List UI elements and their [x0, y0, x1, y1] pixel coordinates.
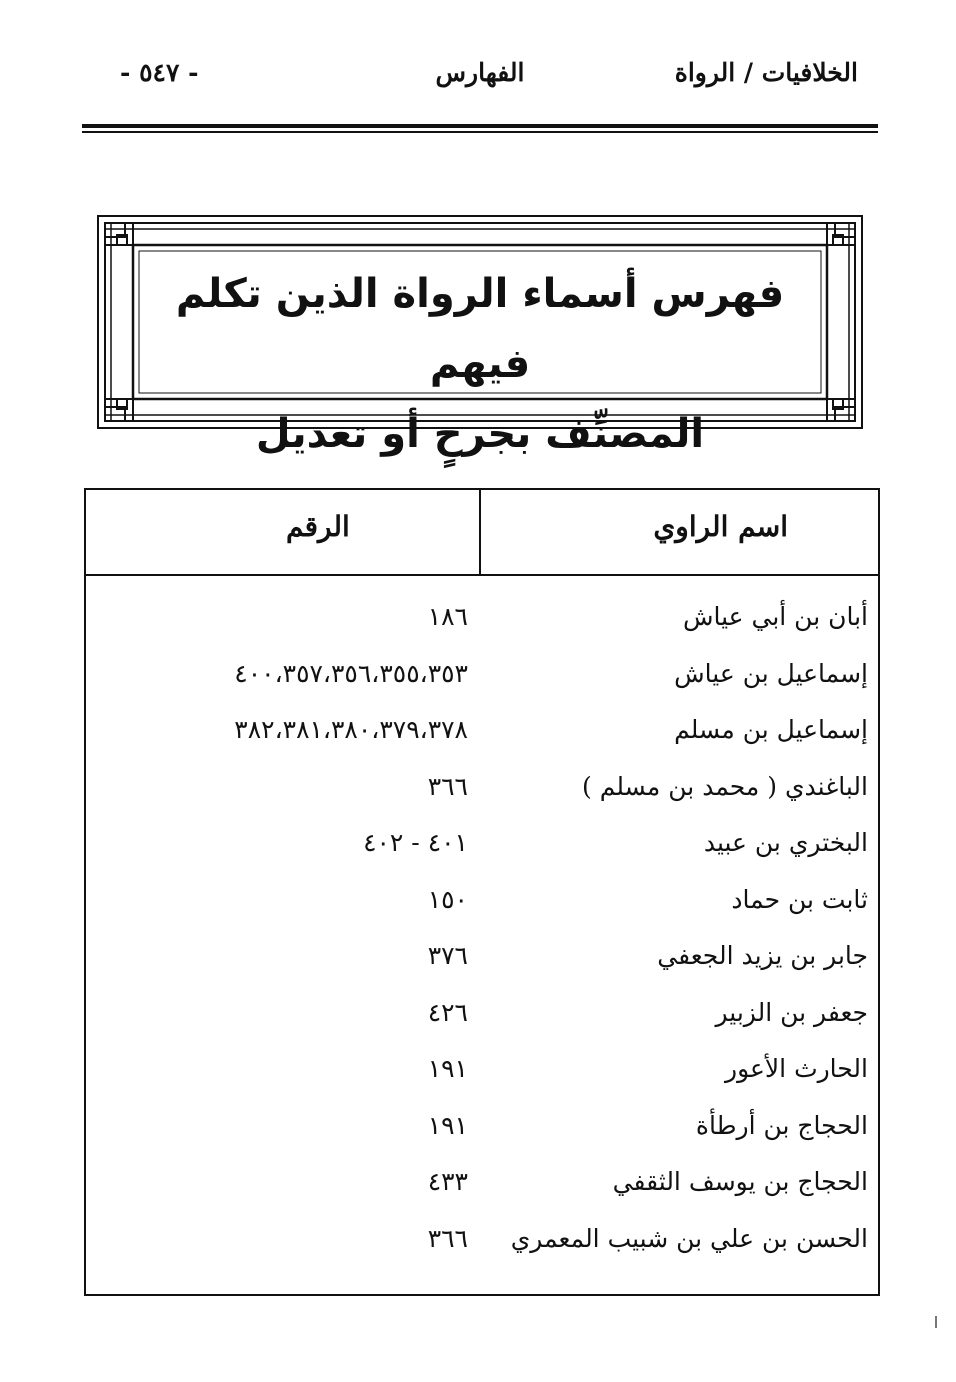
table-body: [86, 602, 878, 1280]
reference-numbers: ١٥٠: [427, 884, 468, 914]
reference-numbers: ٣٦٦: [427, 1223, 468, 1253]
header-separator: [86, 574, 878, 576]
header-rule-thick: [82, 124, 878, 128]
reference-numbers: ٣٧٦: [427, 941, 468, 970]
reference-numbers: ٤٢٦: [427, 997, 468, 1027]
table-row: [86, 1167, 878, 1224]
narrators-index-table: [84, 488, 880, 1296]
reference-numbers: ١٩١: [427, 1110, 468, 1140]
header-index-title: الفهارس: [435, 58, 525, 87]
scan-margin-mark: [935, 1316, 937, 1328]
header-section-title: الخلافيات / الرواة: [674, 58, 858, 87]
narrator-name: جعفر بن الزبير: [715, 997, 868, 1027]
reference-numbers: ٤٣٣: [427, 1167, 468, 1196]
narrator-name: إسماعيل بن مسلم: [674, 715, 868, 744]
table-row: [86, 885, 878, 942]
narrator-name: الحجاج بن يوسف الثقفي: [612, 1167, 868, 1196]
reference-numbers: ٤٠١ - ٤٠٢: [363, 828, 468, 857]
narrator-name: أبان بن أبي عياش: [682, 602, 868, 631]
running-header: [82, 52, 878, 96]
table-row: [86, 1054, 878, 1111]
page-number: - ٥٤٧ -: [120, 58, 199, 87]
narrator-name: الحارث الأعور: [725, 1054, 868, 1083]
table-row: [86, 1224, 878, 1281]
reference-numbers: ٣٦٦: [427, 771, 468, 801]
narrator-name: الحسن بن علي بن شبيب المعمري: [510, 1223, 868, 1253]
table-row: [86, 998, 878, 1055]
title-ornamental-frame: [97, 215, 863, 457]
table-row: [86, 602, 878, 659]
reference-numbers: ١٩١: [427, 1054, 468, 1083]
reference-numbers: ١٨٦: [427, 602, 468, 631]
reference-numbers: ٣٨٢،٣٨١،٣٨٠،٣٧٩،٣٧٨: [234, 715, 468, 744]
index-title-line-1: فهرس أسماء الرواة الذين تكلم فيهم: [175, 271, 785, 387]
column-header-name: اسم الراوي: [653, 510, 788, 543]
reference-numbers: ٤٠٠،٣٥٧،٣٥٦،٣٥٥،٣٥٣: [234, 658, 468, 688]
table-row: [86, 1111, 878, 1168]
table-row: [86, 659, 878, 716]
table-row: [86, 772, 878, 829]
table-row: [86, 828, 878, 885]
narrator-name: الباغندي ( محمد بن مسلم ): [582, 771, 868, 801]
narrator-name: جابر بن يزيد الجعفي: [657, 941, 868, 970]
narrator-name: إسماعيل بن عياش: [674, 658, 868, 688]
table-row: [86, 941, 878, 998]
column-header-number: الرقم: [286, 510, 350, 543]
narrator-name: ثابت بن حماد: [731, 884, 868, 914]
column-divider: [479, 490, 481, 576]
narrator-name: البختري بن عبيد: [703, 828, 868, 857]
table-row: [86, 715, 878, 772]
header-rule-thin: [82, 131, 878, 133]
index-title-line-2: المصنِّف بجرحٍ أو تعديل: [255, 411, 705, 457]
narrator-name: الحجاج بن أرطأة: [695, 1110, 868, 1140]
index-title: [157, 259, 803, 469]
